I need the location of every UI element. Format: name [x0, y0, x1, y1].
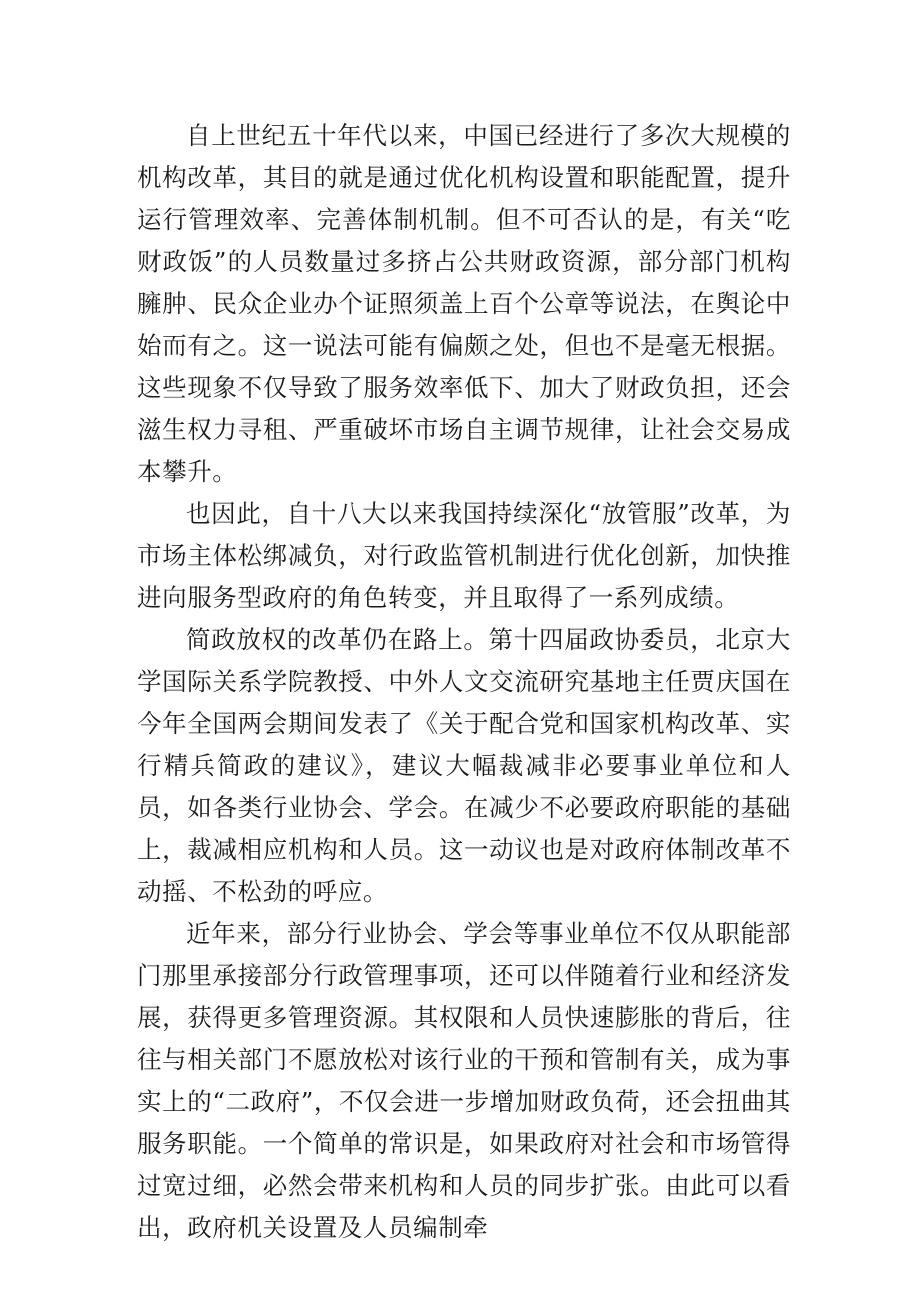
paragraph-1: 自上世纪五十年代以来，中国已经进行了多次大规模的机构改革，其目的就是通过优化机构设置和职能配置，提升运行管理效率、完善体制机制。但不可否认的是，有关“吃财政饭”的人员数量过多挤占公共财政资源，部分部门机构臃肿、民众企业办个证照须盖上百个公章等说法，在舆论中始而有之。这一说法可能有偏颇之处，但也不是毫无根据。这些现象不仅导致了服务效率低下、加大了财政负担，还会滋生权力寻租、严重破坏市场自主调节规律，让社会交易成本攀升。: [137, 121, 791, 486]
paragraph-3: 简政放权的改革仍在路上。第十四届政协委员，北京大学国际关系学院教授、中外人文交流研究基地主任贾庆国在今年全国两会期间发表了《关于配合党和国家机构改革、实行精兵简政的建议》，建议大幅裁减非必要事业单位和人员，如各类行业协会、学会。在减少不必要政府职能的基础上，裁减相应机构和人员。这一动议也是对政府体制改革不动摇、不松劲的呼应。: [137, 625, 791, 906]
document-body: [137, 115, 791, 1249]
paragraph-2: 也因此，自十八大以来我国持续深化“放管服”改革，为市场主体松绑减负，对行政监管机制进行优化创新，加快推进向服务型政府的角色转变，并且取得了一系列成绩。: [137, 499, 791, 612]
paragraph-4: 近年来，部分行业协会、学会等事业单位不仅从职能部门那里承接部分行政管理事项，还可以伴随着行业和经济发展，获得更多管理资源。其权限和人员快速膨胀的背后，往往与相关部门不愿放松对该行业的干预和管制有关，成为事实上的“二政府”，不仅会进一步增加财政负荷，还会扭曲其服务职能。一个简单的常识是，如果政府对社会和市场管得过宽过细，必然会带来机构和人员的同步扩张。由此可以看出，政府机关设置及人员编制牵: [137, 919, 791, 1242]
